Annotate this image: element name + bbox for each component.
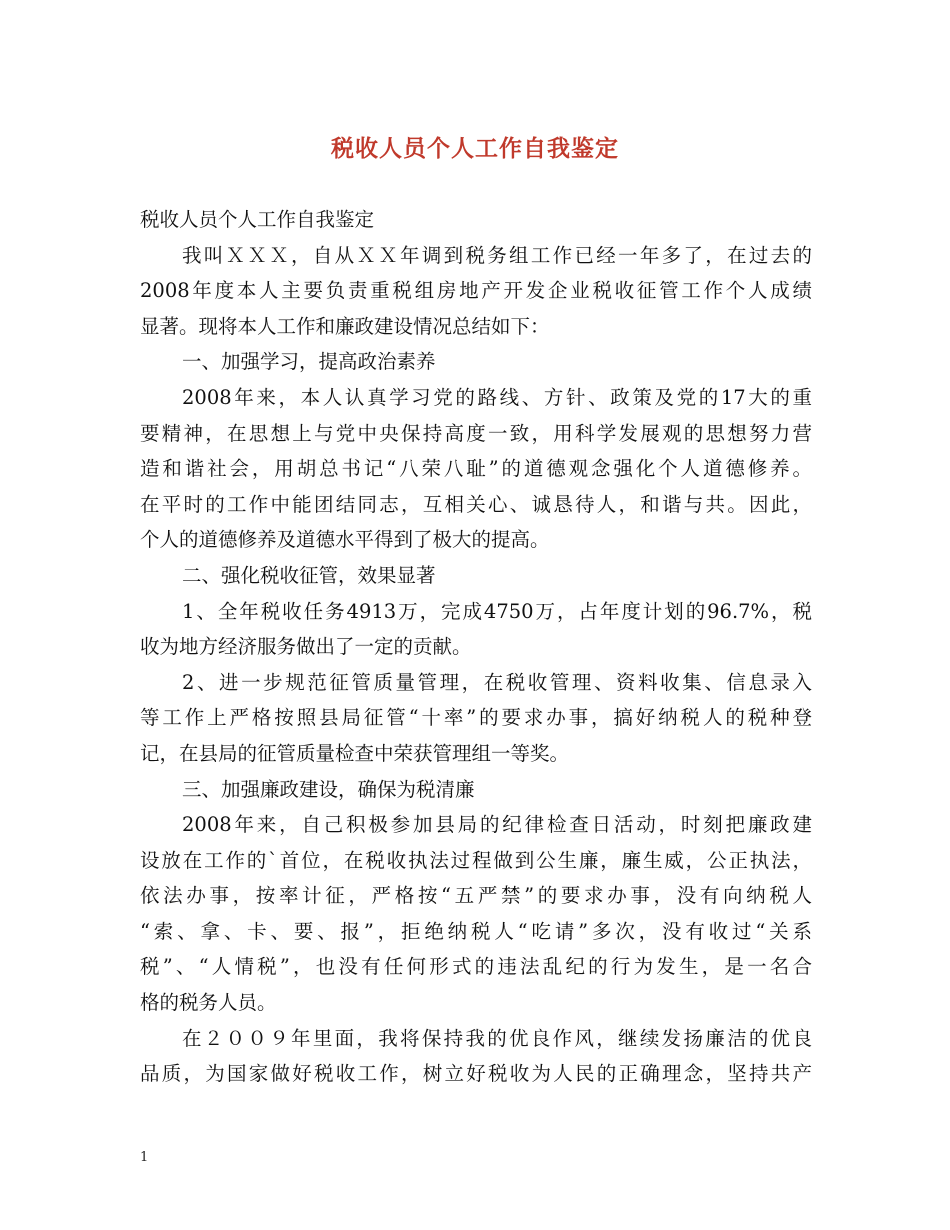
body-line: 2、进一步规范征管质量管理，在税收管理、资料收集、信息录入 xyxy=(182,670,812,694)
body-line: 在２００９年里面，我将保持我的优良作风，继续发扬廉洁的优良 xyxy=(182,1026,812,1050)
body-line: 依法办事，按率计征，严格按“五严禁”的要求办事，没有向纳税人 xyxy=(140,884,812,908)
body-line: 我叫ＸＸＸ，自从ＸＸ年调到税务组工作已经一年多了，在过去的 xyxy=(182,243,812,267)
body-line: 税”、“人情税”，也没有任何形式的违法乱纪的行为发生，是一名合 xyxy=(140,955,812,979)
body-line: 2008年来，本人认真学习党的路线、方针、政策及党的17大的重 xyxy=(182,385,812,409)
body-line: 个人的道德修养及道德水平得到了极大的提高。 xyxy=(140,528,550,552)
body-line: 品质，为国家做好税收工作，树立好税收为人民的正确理念，坚持共产 xyxy=(140,1062,812,1086)
section-heading: 二、强化税收征管，效果显著 xyxy=(182,563,436,587)
body-line: 格的税务人员。 xyxy=(140,991,277,1015)
body-line: 2008年度本人主要负责重税组房地产开发企业税收征管工作个人成绩 xyxy=(140,279,812,303)
body-line: 2008年来，自己积极参加县局的纪律检查日活动，时刻把廉政建 xyxy=(182,813,812,837)
body-line: 税收人员个人工作自我鉴定 xyxy=(140,208,375,231)
section-heading: 一、加强学习，提高政治素养 xyxy=(182,350,436,374)
body-line: 1、全年税收任务4913万，完成4750万，占年度计划的96.7%，税 xyxy=(182,599,812,623)
body-line: 记，在县局的征管质量检查中荣获管理组一等奖。 xyxy=(140,741,570,765)
page-number: 1 xyxy=(140,1150,149,1165)
section-heading: 三、加强廉政建设，确保为税清廉 xyxy=(182,777,475,801)
document-body xyxy=(140,202,812,1092)
document-title: 税收人员个人工作自我鉴定 xyxy=(331,135,619,162)
body-line: 等工作上严格按照县局征管“十率”的要求办事，搞好纳税人的税种登 xyxy=(140,706,812,730)
body-line: 造和谐社会，用胡总书记“八荣八耻”的道德观念强化个人道德修养。 xyxy=(140,457,812,481)
body-line: “索、拿、卡、要、报”，拒绝纳税人“吃请”多次，没有收过“关系 xyxy=(140,919,812,943)
body-line: 要精神，在思想上与党中央保持高度一致，用科学发展观的思想努力营 xyxy=(140,421,812,445)
body-line: 在平时的工作中能团结同志，互相关心、诚恳待人，和谐与共。因此， xyxy=(140,492,812,516)
body-line: 显著。现将本人工作和廉政建设情况总结如下： xyxy=(140,314,550,338)
body-line: 收为地方经济服务做出了一定的贡献。 xyxy=(140,635,472,659)
body-line: 设放在工作的`首位，在税收执法过程做到公生廉，廉生威，公正执法， xyxy=(140,848,812,872)
